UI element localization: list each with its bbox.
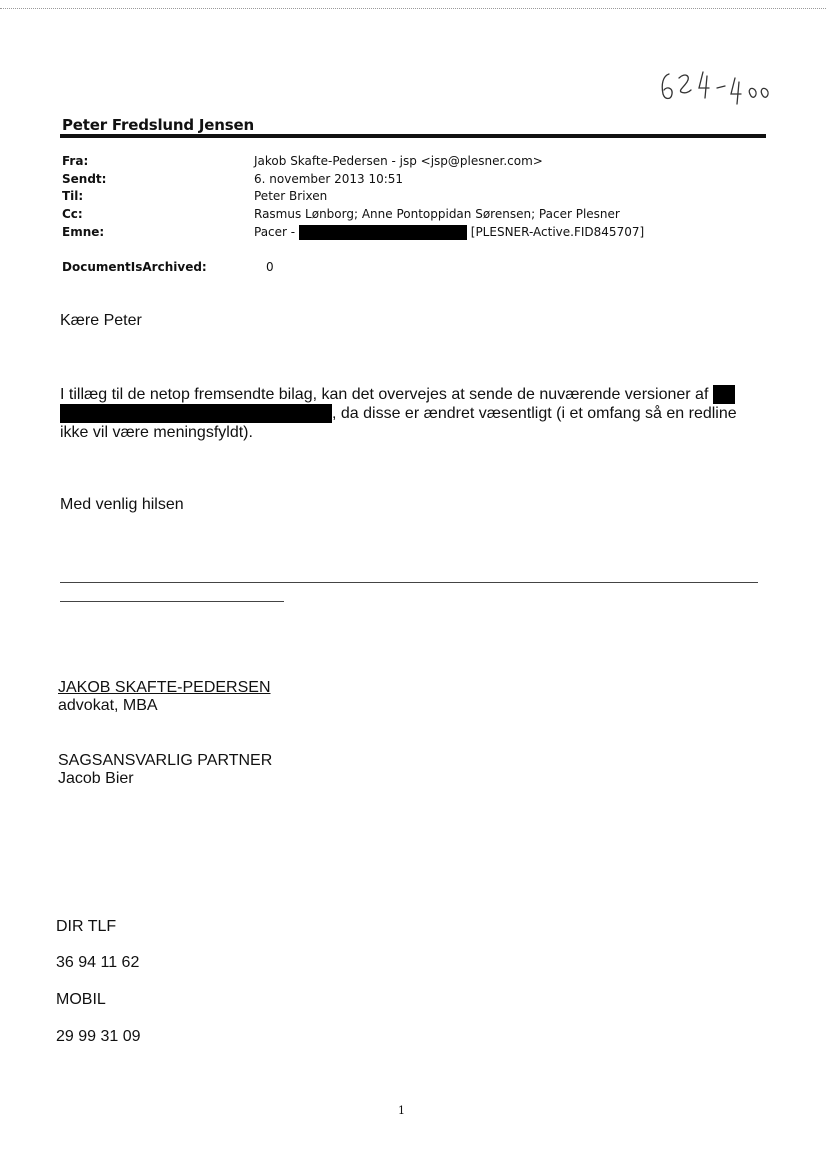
archived-label: DocumentIsArchived:: [62, 260, 207, 274]
mailbox-owner-name: Peter Fredslund Jensen: [62, 116, 254, 134]
meta-row-archived: [0, 260, 826, 278]
redaction-block: [60, 404, 332, 423]
redaction-block: [299, 225, 467, 240]
signature-title: advokat, MBA: [58, 697, 158, 714]
subject-suffix: [PLESNER-Active.FID845707]: [470, 225, 645, 239]
paragraph-line-1-text: I tillæg til de netop fremsendte bilag, kan det overvejes at sende de nuværende versioner af: [60, 386, 709, 403]
to-label: Til:: [62, 189, 84, 203]
meta-row-subject: [0, 225, 826, 243]
direct-phone-number: 36 94 11 62: [56, 954, 140, 971]
handwritten-note-graphic: [655, 68, 773, 110]
paragraph-line-2-text: , da disse er ændret væsentligt (i et omfang så en redline: [332, 405, 737, 422]
signature-divider-short: [60, 601, 284, 602]
meta-row-cc: [0, 207, 826, 225]
cc-label: Cc:: [62, 207, 83, 221]
paragraph-line-3: ikke vil være meningsfyldt).: [60, 424, 253, 441]
archived-value: 0: [266, 260, 274, 274]
partner-name: Jacob Bier: [58, 770, 134, 787]
from-label: Fra:: [62, 154, 89, 168]
partner-label: SAGSANSVARLIG PARTNER: [58, 752, 273, 769]
mobile-label: MOBIL: [56, 991, 106, 1008]
scan-edge-line: [0, 8, 826, 9]
greeting: Kære Peter: [60, 312, 142, 329]
header-rule: [60, 134, 766, 138]
from-value: Jakob Skafte-Pedersen - jsp <jsp@plesner.com>: [254, 154, 543, 168]
subject-prefix: Pacer -: [254, 225, 296, 239]
to-value: Peter Brixen: [254, 189, 328, 203]
sent-value: 6. november 2013 10:51: [254, 172, 404, 186]
page-number: 1: [398, 1104, 405, 1117]
signature-divider-long: [60, 582, 758, 583]
meta-row-from: [0, 154, 826, 172]
meta-row-to: [0, 189, 826, 207]
signature-name: JAKOB SKAFTE-PEDERSEN: [58, 679, 271, 696]
paragraph-line-2: [60, 404, 737, 423]
cc-value: Rasmus Lønborg; Anne Pontoppidan Sørensen; Pacer Plesner: [254, 207, 620, 221]
closing: Med venlig hilsen: [60, 496, 184, 513]
mobile-number: 29 99 31 09: [56, 1028, 141, 1045]
subject-value: [254, 225, 644, 240]
meta-row-sent: [0, 172, 826, 190]
redaction-block: [713, 385, 735, 404]
sent-label: Sendt:: [62, 172, 107, 186]
paragraph-line-1: [60, 385, 735, 404]
direct-phone-label: DIR TLF: [56, 918, 117, 935]
subject-label: Emne:: [62, 225, 105, 239]
